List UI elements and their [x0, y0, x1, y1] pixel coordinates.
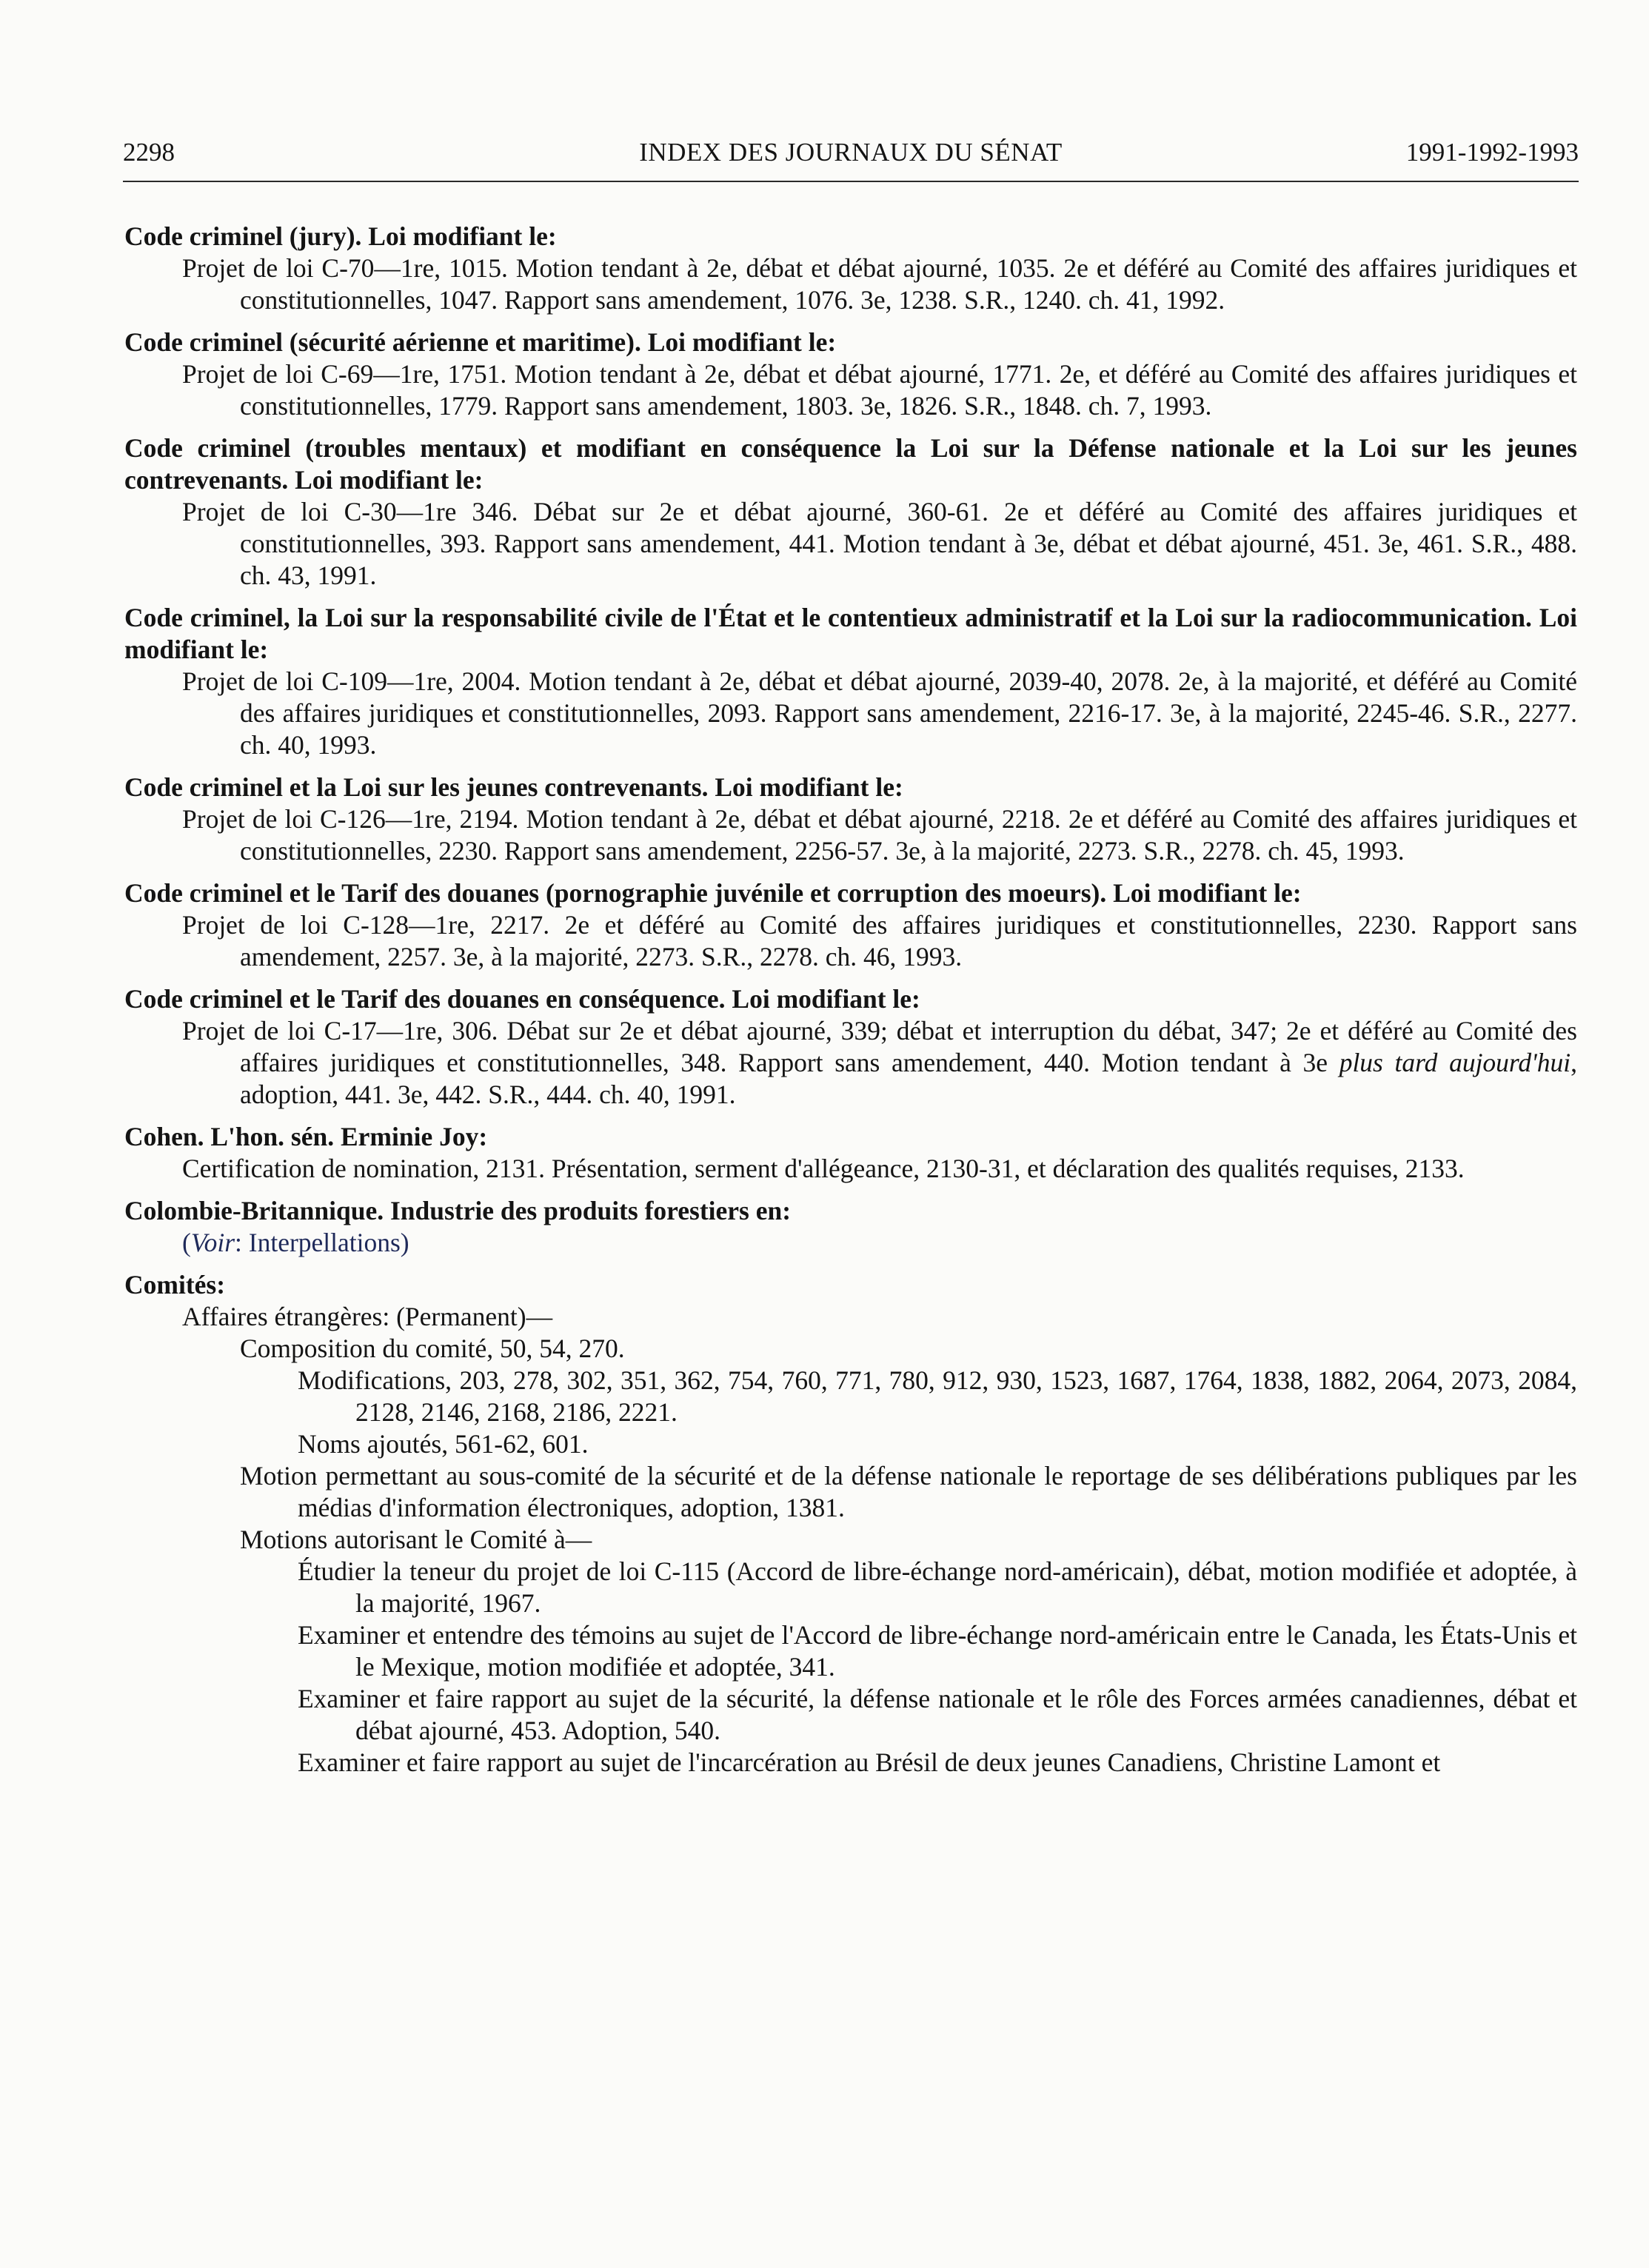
motion-item: Étudier la teneur du projet de loi C-115 (Accord de libre-échange nord-américain), débat, motion modifiée et adoptée, à la majorité, 1967. [298, 1556, 1577, 1618]
entry-heading: Comités: [124, 1270, 226, 1299]
modifications-line: Modifications, 203, 278, 302, 351, 362, 754, 760, 771, 780, 912, 930, 1523, 1687, 1764, 1838, 1882, 2064, 2073, 2084, 2128, 2146, 2168, 2186, 2221. [298, 1365, 1577, 1427]
entry-body: Projet de loi C-128—1re, 2217. 2e et déféré au Comité des affaires juridiques et constitutionnelles, 2230. Rapport sans amendement, 2257. 3e, à la majorité, 2273. S.R., 2278. ch. 46, 1993. [182, 910, 1577, 971]
entry-body: Projet de loi C-70—1re, 1015. Motion tendant à 2e, débat et débat ajourné, 1035. 2e et déféré au Comité des affaires juridiques et constitutionnelles, 1047. Rapport sans amendement, 1076. 3e, 1238. S.R., 1240. ch. 41, 1992. [182, 253, 1577, 315]
motions-autorisant-line: Motions autorisant le Comité à— [240, 1525, 592, 1554]
cross-reference-open: ( [182, 1228, 191, 1257]
entry-heading: Code criminel (sécurité aérienne et maritime). Loi modifiant le: [124, 327, 837, 357]
subheading-affaires-etrangeres: Affaires étrangères: (Permanent)— [182, 1302, 553, 1331]
entry-body: Certification de nomination, 2131. Présentation, serment d'allégeance, 2130-31, et déclaration des qualités requises, 2133. [182, 1154, 1465, 1183]
motion-sous-comite-line: Motion permettant au sous-comité de la sécurité et de la défense nationale le reportage de ses délibérations publiques par les médias d'information électroniques, adoption, 1381. [240, 1461, 1577, 1522]
entry-heading: Code criminel et la Loi sur les jeunes contrevenants. Loi modifiant le: [124, 772, 903, 802]
header-rule [123, 181, 1579, 182]
entry-body [124, 1015, 1577, 1111]
entry-body: Projet de loi C-69—1re, 1751. Motion tendant à 2e, débat et débat ajourné, 1771. 2e, et déféré au Comité des affaires juridiques et constitutionnelles, 1779. Rapport sans amendement, 1803. 3e, 1826. S.R., 1848. ch. 7, 1993. [182, 359, 1577, 421]
entry-heading: Cohen. L'hon. sén. Erminie Joy: [124, 1122, 488, 1151]
index-entry [124, 1195, 1577, 1259]
noms-ajoutes-line: Noms ajoutés, 561-62, 601. [298, 1429, 589, 1459]
entry-body-text: Projet de loi C-17—1re, 306. Débat sur 2e et débat ajourné, 339; débat et interruption du débat, 347; 2e et déféré au Comité des affaires juridiques et constitutionnelles, 348. Rapport sans amendement, 440. Motion tendant à 3e [182, 1016, 1577, 1077]
entry-heading: Colombie-Britannique. Industrie des produits forestiers en: [124, 1196, 792, 1225]
composition-line: Composition du comité, 50, 54, 270. [240, 1334, 625, 1363]
entry-heading: Code criminel et le Tarif des douanes en conséquence. Loi modifiant le: [124, 984, 920, 1014]
index-entry [124, 602, 1577, 761]
index-content [124, 221, 1577, 1789]
page-header [123, 138, 1579, 175]
index-entry [124, 772, 1577, 867]
header-years: 1991-1992-1993 [1405, 138, 1579, 167]
index-entry [124, 432, 1577, 592]
motion-item: Examiner et faire rapport au sujet de l'incarcération au Brésil de deux jeunes Canadiens, Christine Lamont et [298, 1747, 1441, 1777]
index-entry-comites [124, 1269, 1577, 1779]
motion-item: Examiner et entendre des témoins au sujet de l'Accord de libre-échange nord-américain entre le Canada, les États-Unis et le Mexique, motion modifiée et adoptée, 341. [298, 1620, 1577, 1682]
entry-body: Projet de loi C-126—1re, 2194. Motion tendant à 2e, débat et débat ajourné, 2218. 2e et déféré au Comité des affaires juridiques et constitutionnelles, 2230. Rapport sans amendement, 2256-57. 3e, à la majorité, 2273. S.R., 2278. ch. 45, 1993. [182, 804, 1577, 866]
cross-reference[interactable] [124, 1227, 1577, 1259]
entry-heading: Code criminel (troubles mentaux) et modifiant en conséquence la Loi sur la Défense nationale et la Loi sur les jeunes contrevenants. Loi modifiant le: [124, 433, 1577, 495]
index-entry [124, 1121, 1577, 1185]
entry-body-italic: plus tard aujourd'hui [1339, 1048, 1571, 1077]
entry-heading: Code criminel (jury). Loi modifiant le: [124, 221, 557, 251]
cross-reference-target: : Interpellations) [235, 1228, 409, 1257]
entry-body: Projet de loi C-30—1re 346. Débat sur 2e et débat ajourné, 360-61. 2e et déféré au Comité des affaires juridiques et constitutionnelles, 393. Rapport sans amendement, 441. Motion tendant à 3e, débat et débat ajourné, 451. 3e, 461. S.R., 488. ch. 43, 1991. [182, 497, 1577, 590]
entry-body-end: , adoption, 441. 3e, 442. S.R., 444. ch. 40, 1991. [240, 1048, 1578, 1109]
index-entry [124, 327, 1577, 422]
index-entry [124, 983, 1577, 1111]
motion-item: Examiner et faire rapport au sujet de la sécurité, la défense nationale et le rôle des Forces armées canadiennes, débat et débat ajourné, 453. Adoption, 540. [298, 1684, 1577, 1745]
running-title: INDEX DES JOURNAUX DU SÉNAT [639, 138, 1063, 167]
entry-body: Projet de loi C-109—1re, 2004. Motion tendant à 2e, débat et débat ajourné, 2039-40, 2078. 2e, à la majorité, et déféré au Comité des affaires juridiques et constitutionnelles, 2093. Rapport sans amendement, 2216-17. 3e, à la majorité, 2245-46. S.R., 2277. ch. 40, 1993. [182, 666, 1577, 760]
index-entry [124, 877, 1577, 973]
index-entry [124, 221, 1577, 316]
page-number: 2298 [123, 138, 175, 167]
entry-heading: Code criminel et le Tarif des douanes (pornographie juvénile et corruption des moeurs). Loi modifiant le: [124, 878, 1302, 908]
entry-heading: Code criminel, la Loi sur la responsabilité civile de l'État et le contentieux administratif et la Loi sur la radiocommunication. Loi modifiant le: [124, 603, 1577, 664]
voir-label: Voir [190, 1228, 235, 1257]
